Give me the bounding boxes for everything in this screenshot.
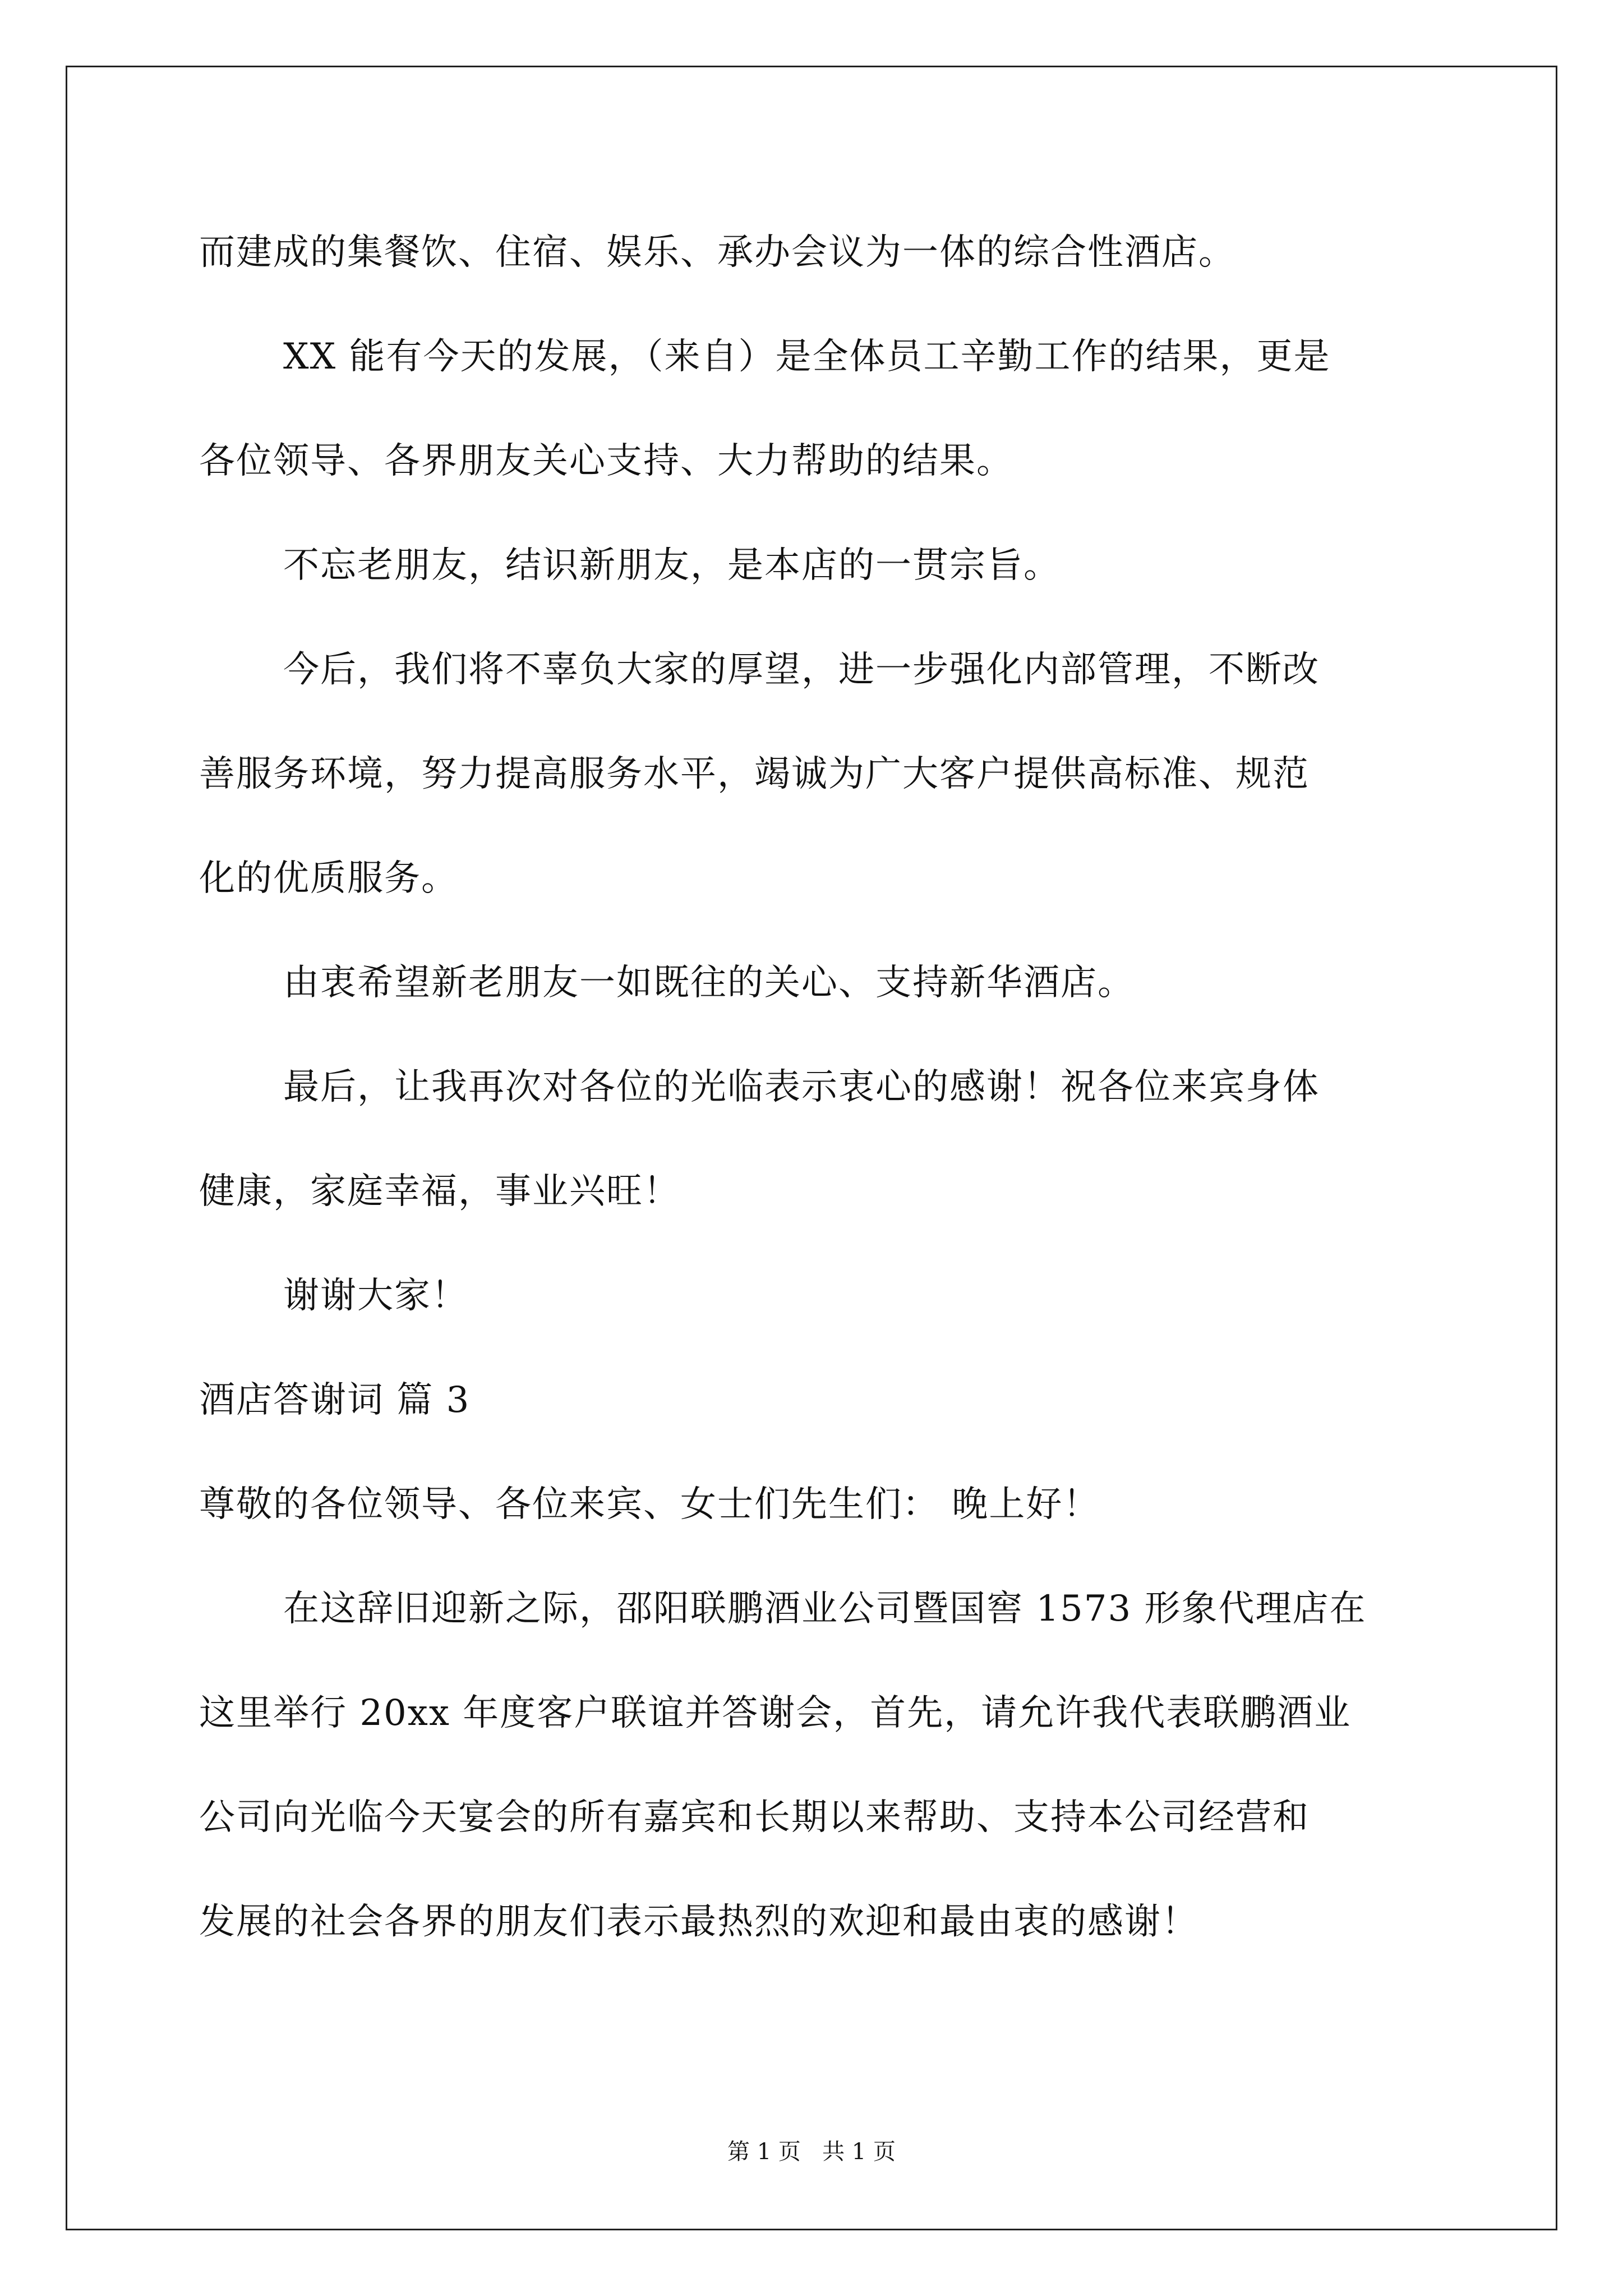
page-footer: 第 1 页 共 1 页 [727, 2139, 896, 2165]
paragraph-1-line-1: 而建成的集餐饮、住宿、娱乐、承办会议为一体的综合性酒店。 [199, 232, 1235, 273]
paragraph-6-line-1: 最后，让我再次对各位的光临表示衷心的感谢！祝各位来宾身体 [283, 1066, 1320, 1108]
paragraph-4-line-3: 化的优质服务。 [199, 858, 458, 899]
section-heading: 酒店答谢词 篇 3 [199, 1379, 471, 1421]
paragraph-2-line-1: XX 能有今天的发展，（来自）是全体员工辛勤工作的结果，更是 [283, 336, 1331, 378]
paragraph-3-line-1: 不忘老朋友，结识新朋友，是本店的一贯宗旨。 [283, 545, 1061, 586]
paragraph-4-line-2: 善服务环境，努力提高服务水平，竭诚为广大客户提供高标准、规范 [199, 753, 1310, 795]
paragraph-6-line-2: 健康，家庭幸福，事业兴旺！ [199, 1171, 680, 1212]
salutation: 尊敬的各位领导、各位来宾、女士们先生们： 晚上好！ [199, 1484, 1100, 1525]
closing-paragraph-line-2: 这里举行 20xx 年度客户联谊并答谢会，首先，请允许我代表联鹏酒业 [199, 1692, 1352, 1734]
closing-paragraph-line-4: 发展的社会各界的朋友们表示最热烈的欢迎和最由衷的感谢！ [199, 1901, 1198, 1943]
paragraph-5-line-1: 由衷希望新老朋友一如既往的关心、支持新华酒店。 [283, 962, 1135, 1004]
paragraph-7-line-1: 谢谢大家！ [283, 1275, 468, 1317]
closing-paragraph-line-3: 公司向光临今天宴会的所有嘉宾和长期以来帮助、支持本公司经营和 [199, 1797, 1310, 1838]
paragraph-2-line-2: 各位领导、各界朋友关心支持、大力帮助的结果。 [199, 440, 1013, 482]
closing-paragraph-line-1: 在这辞旧迎新之际，邵阳联鹏酒业公司暨国窖 1573 形象代理店在 [283, 1588, 1367, 1630]
paragraph-4-line-1: 今后，我们将不辜负大家的厚望，进一步强化内部管理，不断改 [283, 649, 1320, 691]
